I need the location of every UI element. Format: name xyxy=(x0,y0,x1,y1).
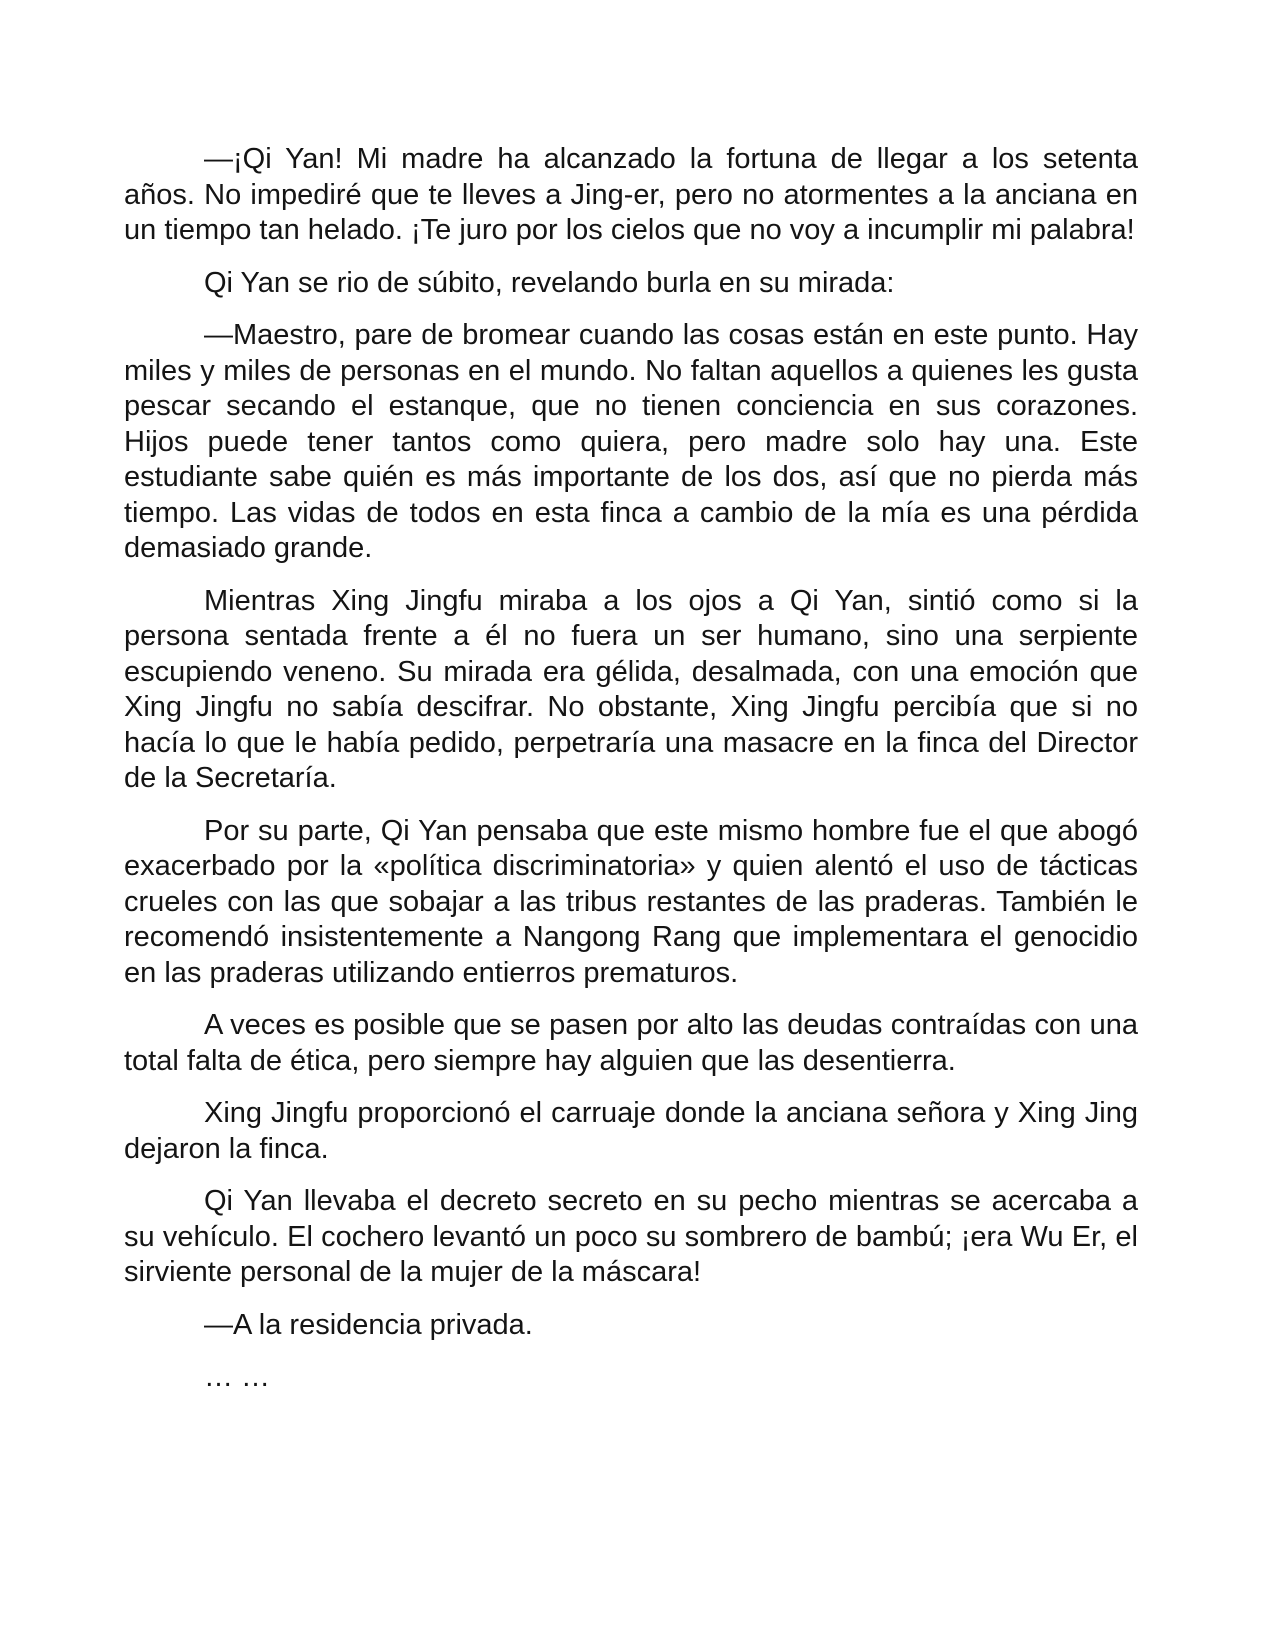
paragraph-4: Mientras Xing Jingfu miraba a los ojos a Qi Yan, sintió como si la persona sentada frente a él no fuera un ser humano, sino una serpiente escupiendo veneno. Su mirada era gélida, desalmada, con una emoción que Xing Jingfu no sabía descifrar. No obstante, Xing Jingfu percibía que si no hacía lo que le había pedido, perpetraría una masacre en la finca del Director de la Secretaría. xyxy=(124,584,1138,794)
paragraph-5: Por su parte, Qi Yan pensaba que este mismo hombre fue el que abogó exacerbado por la «política discriminatoria» y quien alentó el uso de tácticas crueles con las que sobajar a las tribus restantes de las praderas. También le recomendó insistentemente a Nangong Rang que implementara el genocidio en las praderas utilizando entierros prematuros. xyxy=(124,814,1138,989)
document-page xyxy=(124,142,1138,1413)
paragraph-1: —¡Qi Yan! Mi madre ha alcanzado la fortuna de llegar a los setenta años. No impediré que te lleves a Jing-er, pero no atormentes a la anciana en un tiempo tan helado. ¡Te juro por los cielos que no voy a incumplir mi palabra! xyxy=(124,143,1138,246)
paragraph-7: Xing Jingfu proporcionó el carruaje donde la anciana señora y Xing Jing dejaron la finca. xyxy=(124,1097,1138,1165)
paragraph-9: —A la residencia privada. xyxy=(204,1308,533,1341)
paragraph-6: A veces es posible que se pasen por alto las deudas contraídas con una total falta de ética, pero siempre hay alguien que las desentierra. xyxy=(124,1009,1138,1077)
paragraph-3: —Maestro, pare de bromear cuando las cosas están en este punto. Hay miles y miles de personas en el mundo. No faltan aquellos a quienes les gusta pescar secando el estanque, que no tienen conciencia en sus corazones. Hijos puede tener tantos como quiera, pero madre solo hay una. Este estudiante sabe quién es más importante de los dos, así que no pierda más tiempo. Las vidas de todos en esta finca a cambio de la mía es una pérdida demasiado grande. xyxy=(124,319,1138,564)
paragraph-2: Qi Yan se rio de súbito, revelando burla en su mirada: xyxy=(204,266,895,299)
paragraph-8: Qi Yan llevaba el decreto secreto en su pecho mientras se acercaba a su vehículo. El cochero levantó un poco su sombrero de bambú; ¡era Wu Er, el sirviente personal de la mujer de la máscara! xyxy=(124,1185,1138,1288)
paragraph-10: … … xyxy=(204,1361,271,1393)
